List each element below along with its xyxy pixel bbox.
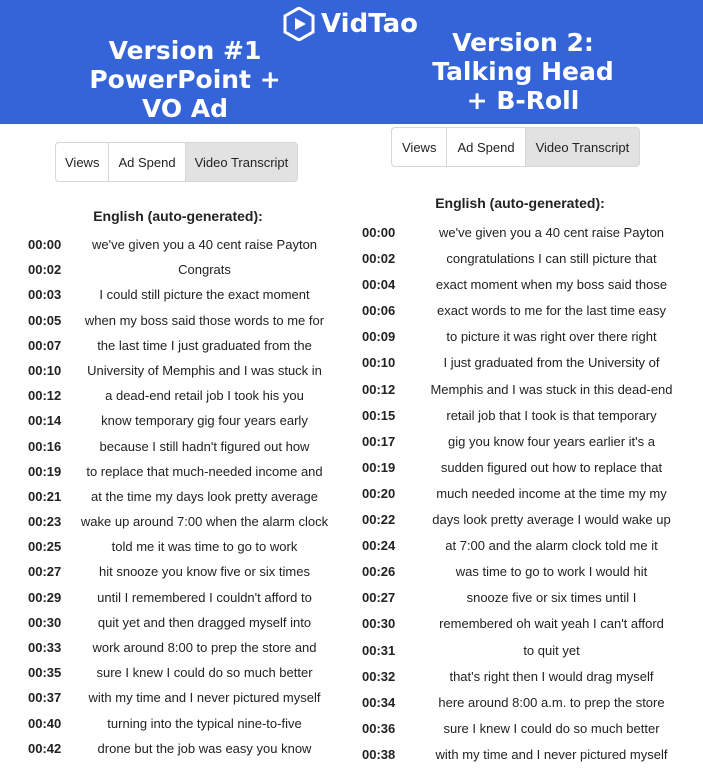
transcript-text: was time to go to work I would hit	[455, 564, 648, 580]
transcript-text: turning into the typical nine-to-five	[107, 715, 302, 731]
transcript-timestamp[interactable]: 00:15	[362, 407, 396, 423]
version-2-title-line: Version 2:	[452, 28, 594, 57]
transcript-text: congratulations I can still picture that	[446, 251, 657, 267]
transcript-text: I just graduated from the University of	[443, 355, 660, 371]
transcript-timestamp[interactable]: 00:10	[28, 362, 62, 378]
transcript-timestamp[interactable]: 00:27	[28, 564, 62, 580]
transcript-row[interactable]	[362, 324, 697, 350]
transcript-row[interactable]	[28, 711, 333, 736]
transcript-timestamp[interactable]: 00:25	[28, 539, 62, 555]
version-1-title-line: VO Ad	[141, 94, 229, 123]
transcript-text: know temporary gig four years early	[101, 413, 308, 429]
logo-text: VidTao	[321, 9, 418, 39]
transcript-row[interactable]	[28, 585, 333, 610]
transcript-text: University of Memphis and I was stuck in	[87, 362, 322, 378]
transcript-timestamp[interactable]: 00:02	[362, 251, 396, 267]
transcript-row[interactable]	[362, 664, 697, 690]
transcript-row[interactable]	[28, 610, 333, 635]
transcript-text: Congrats	[178, 262, 231, 278]
transcript-row[interactable]	[362, 429, 697, 455]
transcript-timestamp[interactable]: 00:20	[362, 485, 396, 501]
right-transcript-heading: English (auto-generated):	[435, 195, 605, 211]
transcript-row[interactable]	[28, 509, 333, 534]
transcript-row[interactable]	[362, 690, 697, 716]
transcript-row[interactable]	[28, 408, 333, 433]
header-banner	[0, 0, 703, 124]
transcript-timestamp[interactable]: 00:04	[362, 277, 396, 293]
transcript-timestamp[interactable]: 00:06	[362, 303, 396, 319]
transcript-row[interactable]	[362, 220, 697, 246]
transcript-text: remembered oh wait yeah I can't afford	[439, 616, 664, 632]
right-transcript-list	[362, 220, 697, 768]
transcript-timestamp[interactable]: 00:36	[362, 720, 396, 736]
transcript-text: that's right then I would drag myself	[449, 668, 654, 684]
transcript-timestamp[interactable]: 00:33	[28, 640, 62, 655]
transcript-row[interactable]	[362, 638, 697, 664]
left-transcript-list	[28, 232, 333, 761]
version-1-title-line: Version #1	[108, 36, 262, 65]
transcript-timestamp[interactable]: 00:32	[362, 668, 396, 684]
right-tab-views[interactable]: Views	[392, 128, 447, 166]
transcript-row[interactable]	[28, 736, 333, 761]
transcript-row[interactable]	[28, 308, 333, 333]
transcript-text: to quit yet	[523, 642, 580, 658]
left-tab-ad-spend[interactable]: Ad Spend	[109, 143, 185, 181]
transcript-timestamp[interactable]: 00:31	[362, 642, 396, 658]
transcript-row[interactable]	[362, 559, 697, 585]
transcript-text: at the time my days look pretty average	[91, 488, 318, 504]
transcript-timestamp[interactable]: 00:30	[28, 614, 62, 630]
transcript-text: a dead-end retail job I took his you	[105, 388, 304, 404]
transcript-timestamp[interactable]: 00:26	[362, 564, 396, 580]
transcript-text: I could still picture the exact moment	[99, 287, 310, 303]
transcript-row[interactable]	[362, 350, 697, 376]
version-2-title-line: Talking Head	[432, 57, 614, 86]
transcript-timestamp[interactable]: 00:02	[28, 262, 62, 278]
transcript-timestamp[interactable]: 00:38	[362, 746, 396, 762]
transcript-text: exact moment when my boss said those	[435, 277, 668, 293]
transcript-timestamp[interactable]: 00:03	[28, 287, 62, 303]
right-tab-video-transcript[interactable]: Video Transcript	[526, 128, 640, 166]
transcript-timestamp[interactable]: 00:22	[362, 512, 396, 528]
transcript-timestamp[interactable]: 00:12	[362, 381, 396, 397]
transcript-row[interactable]	[28, 459, 333, 484]
transcript-text: we've given you a 40 cent raise Payton	[438, 225, 665, 240]
transcript-text: to replace that much-needed income and	[86, 463, 323, 479]
transcript-timestamp[interactable]: 00:29	[28, 589, 62, 605]
transcript-row[interactable]	[362, 507, 697, 533]
transcript-timestamp[interactable]: 00:05	[28, 312, 62, 328]
transcript-row[interactable]	[362, 716, 697, 742]
transcript-row[interactable]	[28, 333, 333, 358]
transcript-row[interactable]	[28, 685, 333, 710]
transcript-text: much needed income at the time my my	[436, 485, 667, 501]
transcript-timestamp[interactable]: 00:24	[362, 538, 396, 554]
transcript-text: told me it was time to go to work	[111, 539, 298, 555]
transcript-timestamp[interactable]: 00:00	[362, 225, 396, 240]
transcript-row[interactable]	[28, 358, 333, 383]
transcript-text: because I still hadn't figured out how	[99, 438, 310, 454]
transcript-row[interactable]	[362, 533, 697, 559]
transcript-text: Memphis and I was stuck in this dead-end	[430, 381, 673, 397]
version-2-title-line: + B-Roll	[466, 86, 580, 115]
transcript-timestamp[interactable]: 00:27	[362, 590, 396, 606]
transcript-timestamp[interactable]: 00:21	[28, 488, 62, 504]
transcript-row[interactable]	[362, 585, 697, 611]
transcript-text: we've given you a 40 cent raise Payton	[91, 237, 318, 252]
transcript-timestamp[interactable]: 00:09	[362, 329, 396, 345]
transcript-timestamp[interactable]: 00:35	[28, 665, 62, 681]
transcript-row[interactable]	[28, 232, 333, 257]
transcript-row[interactable]	[362, 377, 697, 403]
transcript-text: gig you know four years earlier it's a	[448, 433, 655, 449]
transcript-row[interactable]	[28, 484, 333, 509]
transcript-row[interactable]	[362, 272, 697, 298]
vidtao-logo	[282, 4, 418, 44]
transcript-text: wake up around 7:00 when the alarm clock	[80, 514, 329, 530]
transcript-row[interactable]	[362, 298, 697, 324]
right-tab-bar	[391, 127, 640, 167]
transcript-timestamp[interactable]: 00:07	[28, 337, 62, 353]
transcript-row[interactable]	[28, 383, 333, 408]
transcript-timestamp[interactable]: 00:30	[362, 616, 396, 632]
transcript-row[interactable]	[28, 257, 333, 282]
transcript-row[interactable]	[362, 403, 697, 429]
transcript-timestamp[interactable]: 00:14	[28, 413, 62, 429]
transcript-text: drone but the job was easy you know	[97, 740, 312, 756]
transcript-row[interactable]	[28, 534, 333, 559]
transcript-row[interactable]	[28, 635, 333, 660]
transcript-timestamp[interactable]: 00:42	[28, 740, 62, 756]
transcript-timestamp[interactable]: 00:19	[362, 459, 396, 475]
transcript-timestamp[interactable]: 00:40	[28, 715, 62, 731]
transcript-text: retail job that I took is that temporary	[446, 407, 657, 423]
transcript-timestamp[interactable]: 00:19	[28, 463, 62, 479]
transcript-timestamp[interactable]: 00:12	[28, 388, 62, 404]
transcript-timestamp[interactable]: 00:10	[362, 355, 396, 371]
transcript-text: here around 8:00 a.m. to prep the store	[438, 694, 665, 710]
transcript-text: snooze five or six times until I	[466, 590, 637, 606]
left-transcript-heading: English (auto-generated):	[93, 208, 263, 224]
transcript-text: when my boss said those words to me for	[84, 312, 325, 328]
transcript-timestamp[interactable]: 00:34	[362, 694, 396, 710]
transcript-text: sudden figured out how to replace that	[440, 459, 663, 475]
transcript-timestamp[interactable]: 00:16	[28, 438, 62, 454]
transcript-timestamp[interactable]: 00:00	[28, 237, 62, 252]
transcript-text: sure I knew I could do so much better	[96, 665, 313, 681]
transcript-row[interactable]	[28, 559, 333, 584]
transcript-timestamp[interactable]: 00:17	[362, 433, 396, 449]
left-tab-views[interactable]: Views	[56, 143, 109, 181]
transcript-text: exact words to me for the last time easy	[436, 303, 667, 319]
transcript-text: quit yet and then dragged myself into	[97, 614, 312, 630]
transcript-row[interactable]	[362, 742, 697, 768]
transcript-timestamp[interactable]: 00:37	[28, 690, 62, 706]
transcript-text: hit snooze you know five or six times	[99, 564, 310, 580]
transcript-text: at 7:00 and the alarm clock told me it	[445, 538, 658, 554]
transcript-text: to picture it was right over there right	[446, 329, 657, 345]
version-2-title	[418, 28, 628, 115]
transcript-row[interactable]	[362, 246, 697, 272]
transcript-text: sure I knew I could do so much better	[443, 720, 660, 736]
transcript-row[interactable]	[28, 282, 333, 307]
transcript-row[interactable]	[362, 481, 697, 507]
left-tab-video-transcript[interactable]: Video Transcript	[186, 143, 298, 181]
transcript-text: days look pretty average I would wake up	[432, 512, 671, 528]
version-1-title	[80, 36, 290, 123]
transcript-row[interactable]	[362, 455, 697, 481]
transcript-timestamp[interactable]: 00:23	[28, 514, 62, 530]
transcript-text: with my time and I never pictured myself	[435, 746, 668, 762]
right-tab-ad-spend[interactable]: Ad Spend	[447, 128, 525, 166]
transcript-text: until I remembered I couldn't afford to	[97, 589, 312, 605]
left-tab-bar	[55, 142, 298, 182]
transcript-text: with my time and I never pictured myself	[88, 690, 321, 706]
transcript-row[interactable]	[28, 660, 333, 685]
version-1-title-line: PowerPoint +	[89, 65, 281, 94]
transcript-row[interactable]	[362, 611, 697, 637]
transcript-text: the last time I just graduated from the	[97, 337, 312, 353]
transcript-text: work around 8:00 to prep the store and	[92, 640, 317, 655]
transcript-row[interactable]	[28, 434, 333, 459]
